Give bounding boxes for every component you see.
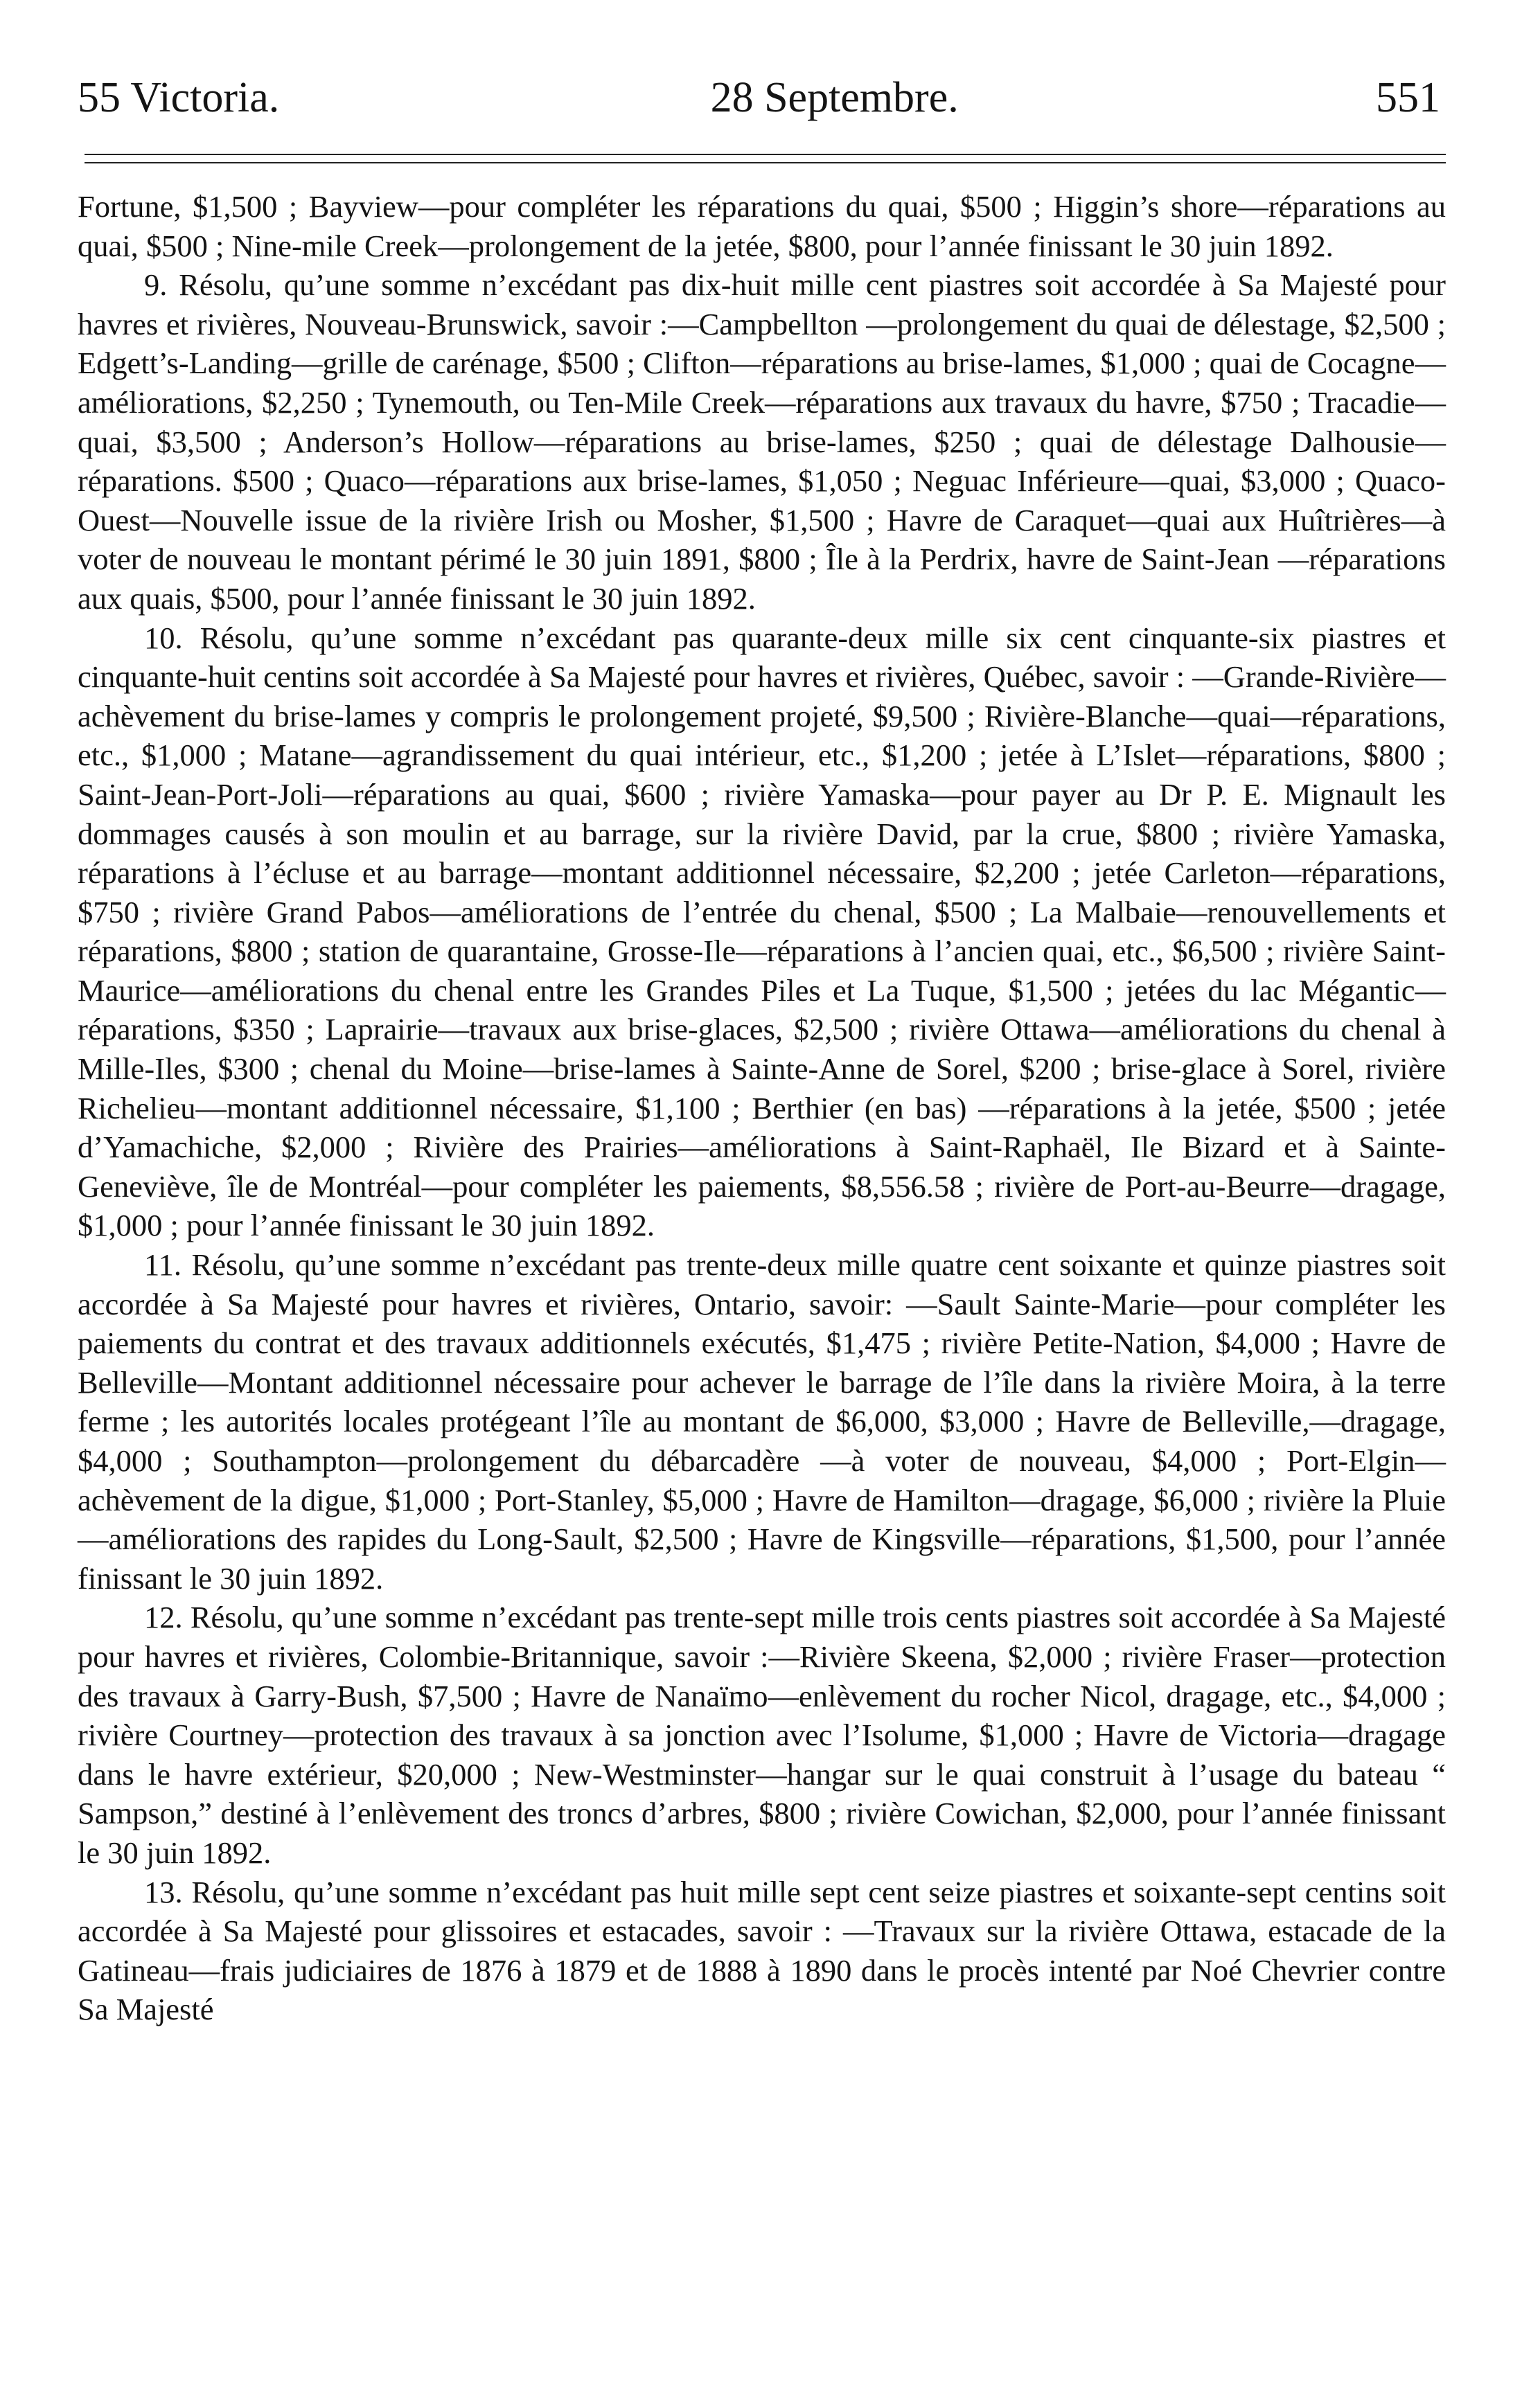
header-double-rule [85,154,1446,163]
page-number: 551 [1376,74,1440,121]
body-text [78,187,1446,2029]
running-header [78,76,1446,119]
header-session: 55 Victoria. [78,74,280,121]
header-rule-bottom [85,162,1446,163]
header-rule-top [85,154,1446,155]
paragraph-continuation: Fortune, $1,500 ; Bayview—pour compléter les réparations du quai, $500 ; Higgin’s shore—réparations au quai, $500 ; Nine-mile Creek—prolongement de la jetée, $800, pour l’année finissant le 30 juin 1892. [78,189,1446,263]
paragraph-resolution-13: 13. Résolu, qu’une somme n’excédant pas huit mille sept cent seize piastres et soixante-sept centins soit accordée à Sa Majesté pour glissoires et estacades, savoir : —Travaux sur la rivière Ottawa, estacade de la Gatineau—frais judiciaires de 1876 à 1879 et de 1888 à 1890 dans le procès intenté par Noé Chevrier contre Sa Majesté [78,1874,1446,2027]
paragraph-resolution-10: 10. Résolu, qu’une somme n’excédant pas quarante-deux mille six cent cinquante-six piastres et cinquante-huit centins soit accordée à Sa Majesté pour havres et rivières, Québec, savoir : —Grande-Rivière—achèvement du brise-lames y compris le prolongement projeté, $9,500 ; Rivière-Blanche—quai—réparations, etc., $1,000 ; Matane—agrandissement du quai intérieur, etc., $1,200 ; jetée à L’Islet—réparations, $800 ; Saint-Jean-Port-Joli—réparations au quai, $600 ; rivière Yamaska—pour payer au Dr P. E. Mignault les dommages causés à son moulin et au barrage, sur la rivière David, par la crue, $800 ; rivière Yamaska, réparations à l’écluse et au barrage—montant additionnel nécessaire, $2,200 ; jetée Carleton—réparations, $750 ; rivière Grand Pabos—améliorations de l’entrée du chenal, $500 ; La Malbaie—renouvellements et réparations, $800 ; station de quarantaine, Grosse-Ile—réparations à l’ancien quai, etc., $6,500 ; rivière Saint-Maurice—améliorations du chenal entre les Grandes Piles et La Tuque, $1,500 ; jetées du lac Mégantic—réparations, $350 ; Laprairie—travaux aux brise-glaces, $2,500 ; rivière Ottawa—améliorations du chenal à Mille-Iles, $300 ; chenal du Moine—brise-lames à Sainte-Anne de Sorel, $200 ; brise-glace à Sorel, rivière Richelieu—montant additionnel nécessaire, $1,100 ; Berthier (en bas) —réparations à la jetée, $500 ; jetée d’Yamachiche, $2,000 ; Rivière des Prairies—améliorations à Saint-Raphaël, Ile Bizard et à Sainte-Geneviève, île de Montréal—pour compléter les paiements, $8,556.58 ; rivière de Port-au-Beurre—dragage, $1,000 ; pour l’année finissant le 30 juin 1892. [78,620,1446,1243]
document-page [78,76,1446,2029]
paragraph-resolution-9: 9. Résolu, qu’une somme n’excédant pas dix-huit mille cent piastres soit accordée à Sa Majesté pour havres et rivières, Nouveau-Brunswick, savoir :—Campbellton —prolongement du quai de délestage, $2,500 ; Edgett’s-Landing—grille de carénage, $500 ; Clifton—réparations au brise-lames, $1,000 ; quai de Cocagne—améliorations, $2,250 ; Tynemouth, ou Ten-Mile Creek—réparations aux travaux du havre, $750 ; Tracadie—quai, $3,500 ; Anderson’s Hollow—réparations au brise-lames, $250 ; quai de délestage Dalhousie—réparations. $500 ; Quaco—réparations aux brise-lames, $1,050 ; Neguac Inférieure—quai, $3,000 ; Quaco-Ouest—Nouvelle issue de la rivière Irish ou Mosher, $1,500 ; Havre de Caraquet—quai aux Huîtrières—à voter de nouveau le montant périmé le 30 juin 1891, $800 ; Île à la Perdrix, havre de Saint-Jean —réparations aux quais, $500, pour l’année finissant le 30 juin 1892. [78,267,1446,616]
header-date: 28 Septembre. [710,74,959,121]
paragraph-resolution-11: 11. Résolu, qu’une somme n’excédant pas trente-deux mille quatre cent soixante et quinze piastres soit accordée à Sa Majesté pour havres et rivières, Ontario, savoir: —Sault Sainte-Marie—pour compléter les paiements du contrat et des travaux additionnels exécutés, $1,475 ; rivière Petite-Nation, $4,000 ; Havre de Belleville—Montant additionnel nécessaire pour achever le barrage de l’île dans la rivière Moira, à la terre ferme ; les autorités locales protégeant l’île au montant de $6,000, $3,000 ; Havre de Belleville,—dragage, $4,000 ; Southampton—prolongement du débarcadère —à voter de nouveau, $4,000 ; Port-Elgin—achèvement de la digue, $1,000 ; Port-Stanley, $5,000 ; Havre de Hamilton—dragage, $6,000 ; rivière la Pluie—améliorations des rapides du Long-Sault, $2,500 ; Havre de Kingsville—réparations, $1,500, pour l’année finissant le 30 juin 1892. [78,1247,1446,1596]
paragraph-resolution-12: 12. Résolu, qu’une somme n’excédant pas trente-sept mille trois cents piastres soit accordée à Sa Majesté pour havres et rivières, Colombie-Britannique, savoir :—Rivière Skeena, $2,000 ; rivière Fraser—protection des travaux à Garry-Bush, $7,500 ; Havre de Nanaïmo—enlèvement du rocher Nicol, dragage, etc., $4,000 ; rivière Courtney—protection des travaux à sa jonction avec l’Isolume, $1,000 ; Havre de Victoria—dragage dans le havre extérieur, $20,000 ; New-Westminster—hangar sur le quai construit à l’usage du bateau “ Sampson,” destiné à l’enlèvement des troncs d’arbres, $800 ; rivière Cowichan, $2,000, pour l’année finissant le 30 juin 1892. [78,1600,1446,1870]
